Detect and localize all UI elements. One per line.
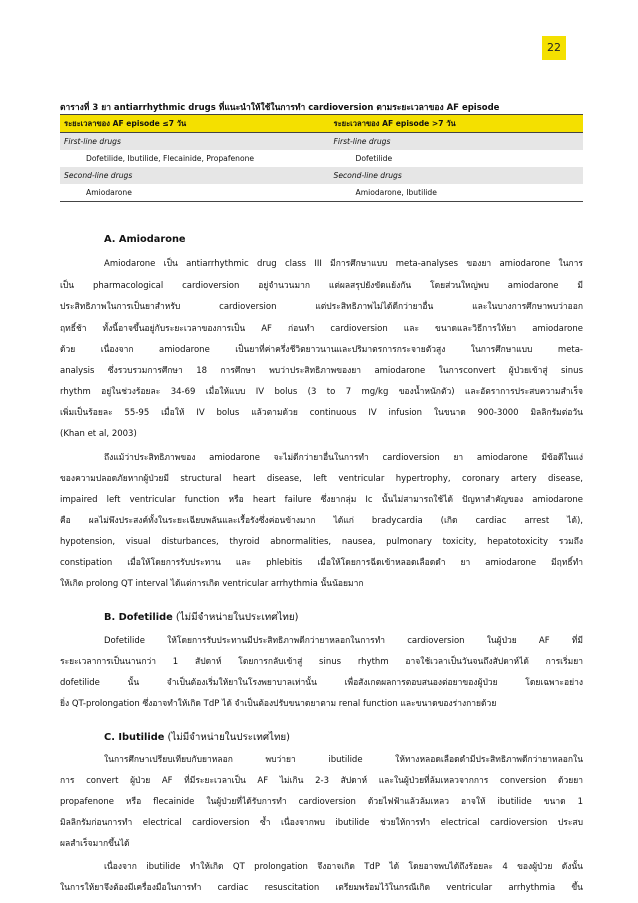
table-cell: Second-line drugs xyxy=(60,167,330,184)
table-row xyxy=(60,184,583,202)
table-row xyxy=(60,167,583,184)
paragraph-line: Dofetilide ให้โดยการรับประทานมีประสิทธิภาพดีกว่ายาหลอกในการทำ cardioversion ในผู้ป่วย AF ที่มี xyxy=(104,636,583,646)
table-cell: Dofetilide, Ibutilide, Flecainide, Propafenone xyxy=(86,154,255,163)
paragraph-line: Amiodarone เป็น antiarrhythmic drug class III มีการศึกษาแบบ meta-analyses ของยา amiodarone ในการ xyxy=(104,259,583,269)
section-c-heading xyxy=(104,730,290,745)
table-cell: Second-line drugs xyxy=(330,167,584,184)
paragraph-line: ด้วย เนื่องจาก amiodarone เป็นยาที่ค่าครึ่งชีวิตยาวนานและปริมาตรการกระจายตัวสูง ในการศึกษาแบบ meta- xyxy=(60,345,583,355)
drug-table xyxy=(60,114,583,202)
paragraph-line: impaired left ventricular function หรือ heart failure ซึ่งยากลุ่ม Ic นั้นไม่สามารถใช้ได้ ปัญหาสำคัญของ amiodarone xyxy=(60,495,583,505)
table-header-row xyxy=(60,115,583,133)
section-b-heading xyxy=(104,610,298,625)
paragraph-line: ถึงแม้ว่าประสิทธิภาพของ amiodarone จะไม่ดีกว่ายาอื่นในการทำ cardioversion ยา amiodarone มีข้อดีในแง่ xyxy=(104,453,583,463)
paragraph-line: ในการศึกษาเปรียบเทียบกับยาหลอก พบว่ายา ibutilide ให้ทางหลอดเลือดดำมีประสิทธิภาพดีกว่ายาหลอกใน xyxy=(104,755,583,765)
table-header-short-episode: ระยะเวลาของ AF episode ≤7 วัน xyxy=(60,115,330,133)
paragraph-line: ในการให้ยาจึงต้องมีเครื่องมือในการทำ cardiac resuscitation เตรียมพร้อมไว้ในกรณีเกิด ventricular arrhythmia ขึ้น xyxy=(60,883,583,893)
section-a-heading xyxy=(104,234,186,245)
paragraph-line: เนื่องจาก ibutilide ทำให้เกิด QT prolongation จึงอาจเกิด TdP ได้ โดยอาจพบได้ถึงร้อยละ 4 ของผู้ป่วย ดังนั้น xyxy=(104,862,583,872)
paragraph-line: (Khan et al, 2003) xyxy=(60,429,137,439)
paragraph-line: constipation เมื่อให้โดยการรับประทาน และ phlebitis เมื่อให้โดยการฉีดเข้าหลอดเลือดดำ ยา amiodarone มีฤทธิ์ทำ xyxy=(60,558,583,568)
paragraph-line: analysis ซึ่งรวบรวมการศึกษา 18 การศึกษา พบว่าประสิทธิภาพของยา amiodarone ในการconvert ผู้ป่วยเข้าสู่ sinus xyxy=(60,366,583,376)
table-cell: Dofetilide xyxy=(355,154,393,163)
paragraph-line: คือ ผลไม่พึงประสงค์ทั้งในระยะเฉียบพลันและเรื้อรังซึ่งค่อนข้างมาก ได้แก่ bradycardia (เกิด cardiac arrest ได้), xyxy=(60,516,583,526)
paragraph-line: ยิ่ง QT-prolongation ซึ่งอาจทำให้เกิด TdP ได้ จำเป็นต้องปรับขนาดยาตาม renal function และขนาดของร่างกายด้วย xyxy=(60,699,497,709)
paragraph-line: ของความปลอดภัยหากผู้ป่วยมี structural heart disease, left ventricular hypertrophy, coronary artery disease, xyxy=(60,474,583,484)
paragraph-line: ให้เกิด prolong QT interval ได้แต่การเกิด ventricular arrhythmia นั้นน้อยมาก xyxy=(60,579,364,589)
section-c-note: (ไม่มีจำหน่ายในประเทศไทย) xyxy=(167,732,290,743)
table-cell: First-line drugs xyxy=(60,133,330,151)
table-header-long-episode: ระยะเวลาของ AF episode >7 วัน xyxy=(330,115,584,133)
paragraph-line: ประสิทธิภาพในการเป็นยาสำหรับ cardioversion แต่ประสิทธิภาพไม่ได้ดีกว่ายาอื่น และในบางการศึกษาพบว่าออก xyxy=(60,302,583,312)
table-cell: Amiodarone xyxy=(60,184,330,202)
paragraph-line: การ convert ผู้ป่วย AF ที่มีระยะเวลาเป็น AF ไม่เกิน 2-3 สัปดาห์ และในผู้ป่วยที่ล้มเหลวจากการ conversion ด้วยยา xyxy=(60,776,583,786)
paragraph-line: มิลลิกรัมก่อนการทำ electrical cardioversion ซ้ำ เนื่องจากพบ ibutilide ช่วยให้การทำ electrical cardioversion ประสบ xyxy=(60,818,583,828)
paragraph-line: ฤทธิ์ช้า ทั้งนี้อาจขึ้นอยู่กับระยะเวลาของการเป็น AF ก่อนทำ cardioversion และ ขนาดและวิธีการให้ยา amiodarone xyxy=(60,324,583,334)
paragraph-line: rhythm อยู่ในช่วงร้อยละ 34-69 เมื่อให้แบบ IV bolus (3 to 7 mg/kg ของน้ำหนักตัว) และอัตราการประสบความสำเร็จ xyxy=(60,387,583,397)
paragraph-line: ระยะเวลาการเป็นนานกว่า 1 สัปดาห์ โดยการกลับเข้าสู่ sinus rhythm อาจใช้เวลาเป็นวันจนถึงสัปดาห์ได้ การเริ่มยา xyxy=(60,657,583,667)
paragraph-line: ผลสำเร็จมากขึ้นได้ xyxy=(60,839,130,849)
paragraph-line: propafenone หรือ flecainide ในผู้ป่วยที่ได้รับการทำ cardioversion ด้วยไฟฟ้าแล้วล้มเหลว อาจให้ ibutilide ขนาด 1 xyxy=(60,797,583,807)
paragraph-line: เพิ่มเป็นร้อยละ 55-95 เมื่อให้ IV bolus แล้วตามด้วย continuous IV infusion ในขนาด 900-3000 มิลลิกรัมต่อวัน xyxy=(60,408,583,418)
page-number: 22 xyxy=(542,36,566,60)
section-c-title: C. Ibutilide xyxy=(104,732,165,743)
section-a-title: A. Amiodarone xyxy=(104,234,186,245)
table-cell: First-line drugs xyxy=(330,133,584,151)
paragraph-line: dofetilide นั้น จำเป็นต้องเริ่มให้ยาในโรงพยาบาลเท่านั้น เพื่อสังเกตผลการตอบสนองต่อยาของผู้ป่วย โดยเฉพาะอย่าง xyxy=(60,678,583,688)
table-row xyxy=(60,150,583,167)
table-row xyxy=(60,133,583,151)
paragraph-line: hypotension, visual disturbances, thyroid abnormalities, nausea, pulmonary toxicity, hepatotoxicity รวมถึง xyxy=(60,537,583,547)
section-b-title: B. Dofetilide xyxy=(104,612,173,623)
table-cell: Amiodarone, Ibutilide xyxy=(330,184,584,202)
table-title: ตารางที่ 3 ยา antiarrhythmic drugs ที่แนะนำให้ใช้ในการทำ cardioversion ตามระยะเวลาของ AF episode xyxy=(60,103,500,113)
section-b-note: (ไม่มีจำหน่ายในประเทศไทย) xyxy=(175,612,299,623)
paragraph-line: เป็น pharmacological cardioversion อยู่จำนวนมาก แต่ผลสรุปยังขัดแย้งกัน โดยส่วนใหญ่พบ amiodarone มี xyxy=(60,281,583,291)
